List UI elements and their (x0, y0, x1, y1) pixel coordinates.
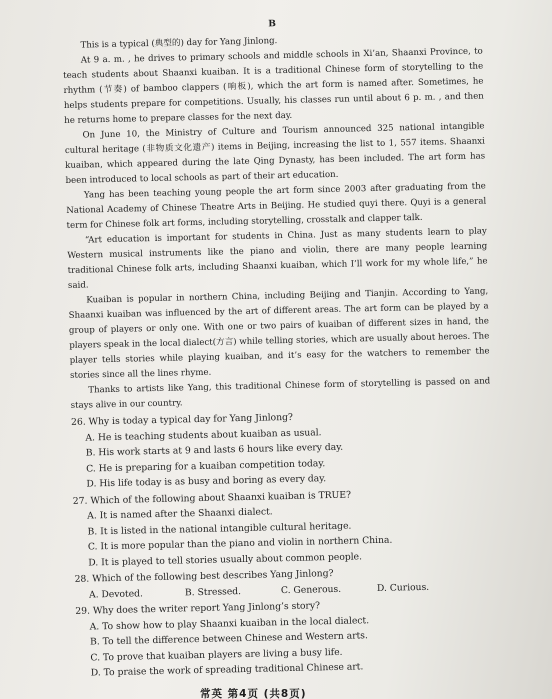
question-29 (75, 594, 497, 681)
answer-option: D. His life today is as busy and boring as every day. (86, 473, 327, 490)
answer-option: A. Devoted. (88, 587, 144, 601)
question-26 (71, 405, 493, 492)
answer-option: A. To show how to play Shaanxi kuaiban in the local dialect. (89, 614, 370, 633)
section-label: B (268, 19, 277, 30)
answer-option: B. To tell the difference between Chinese and Western arts. (89, 630, 369, 648)
answer-option: D. To praise the work of spreading traditional Chinese art. (90, 661, 364, 679)
question-stem: 26. Why is today a typical day for Yang Jinlong? (70, 411, 294, 428)
passage-paragraph: Kuaiban is popular in northern China, including Beijing and Tianjin. According to Yang, Shaanxi kuaiban was influenced by the art of different areas. The art form can be played by a group of players or only one. With one or two pairs of kuaiban of different sizes in hand, the players speak in the local dialect(方言) while telling stories, which are usually about heroes. The player tells stories while playing kuaiban, and it’s easy for the watchers to remember the stories since all the lines rhyme. (68, 286, 490, 381)
answer-option: C. Generous. (280, 583, 342, 596)
answer-option: B. It is listed in the national intangible cultural heritage. (87, 520, 352, 538)
page-footer: 常英 第4页 (共8页) (200, 688, 307, 699)
reading-page (62, 12, 497, 681)
answer-option: A. It is named after the Shaanxi dialect. (87, 506, 273, 522)
question-27 (73, 484, 495, 571)
answer-option: C. He is preparing for a kuaiban competition today. (86, 457, 326, 475)
passage-paragraph: Thanks to artists like Yang, this traditional Chinese form of storytelling is passed on and stays alive in our country. (70, 376, 491, 411)
reading-passage (62, 29, 490, 413)
passage-paragraph: On June 10, the Ministry of Culture and Tourism announced 325 national intangible cultural heritage (非物质文化遗产) items in Beijing, increasing the list to 1, 557 items. Shaanxi kuaiban, which appeared during the late Qing Dynasty, has been included. The art form has been introduced to local schools as part of their art education. (64, 121, 486, 186)
question-stem: 29. Why does the writer report Yang Jinlong’s story? (75, 600, 321, 617)
question-stem: 28. Which of the following best describes Yang Jinlong? (74, 567, 334, 585)
passage-paragraph: This is a typical (典型的) day for Yang Jinlong. (80, 36, 278, 51)
passage-paragraph: “Art education is important for students in China. Just as many students learn to play Western musical instruments like the piano and violin, there are many people learning traditional Chinese folk arts, including Shaanxi kuaiban, which I’ll work for my whole life,” he said. (67, 226, 488, 291)
answer-option: D. Curious. (376, 581, 430, 594)
answer-option: C. To prove that kuaiban players are living a busy life. (90, 646, 343, 664)
answer-option: A. He is teaching students about kuaiban as usual. (85, 426, 322, 444)
passage-paragraph: At 9 a. m. , he drives to primary schools and middle schools in Xi’an, Shaanxi Province, to teach students about Shaanxi kuaiban. It is a traditional Chinese form of storytelling to the rhythm (节奏) of bamboo clappers (响板), which the art form is named after. Sometimes, he helps students prepare for competitions. Usually, his classes run until about 6 p. m. , and then he returns home to prepare classes for the next day. (63, 46, 484, 126)
question-stem: 27. Which of the following about Shaanxi kuaiban is TRUE? (72, 489, 352, 507)
answer-option: D. It is played to tell stories usually about common people. (88, 550, 363, 569)
passage-paragraph: Yang has been teaching young people the art form since 2003 after graduating from the National Academy of Chinese Theatre Arts in Beijing. He studied quyi there. Quyi is a general term for Chinese folk art forms, including storytelling, crosstalk and clapper talk. (66, 181, 487, 231)
answer-option: B. Stressed. (184, 585, 242, 598)
answer-option: C. It is more popular than the piano and violin in northern China. (87, 534, 393, 553)
answer-option: B. His work starts at 9 and lasts 6 hours like every day. (85, 441, 344, 459)
